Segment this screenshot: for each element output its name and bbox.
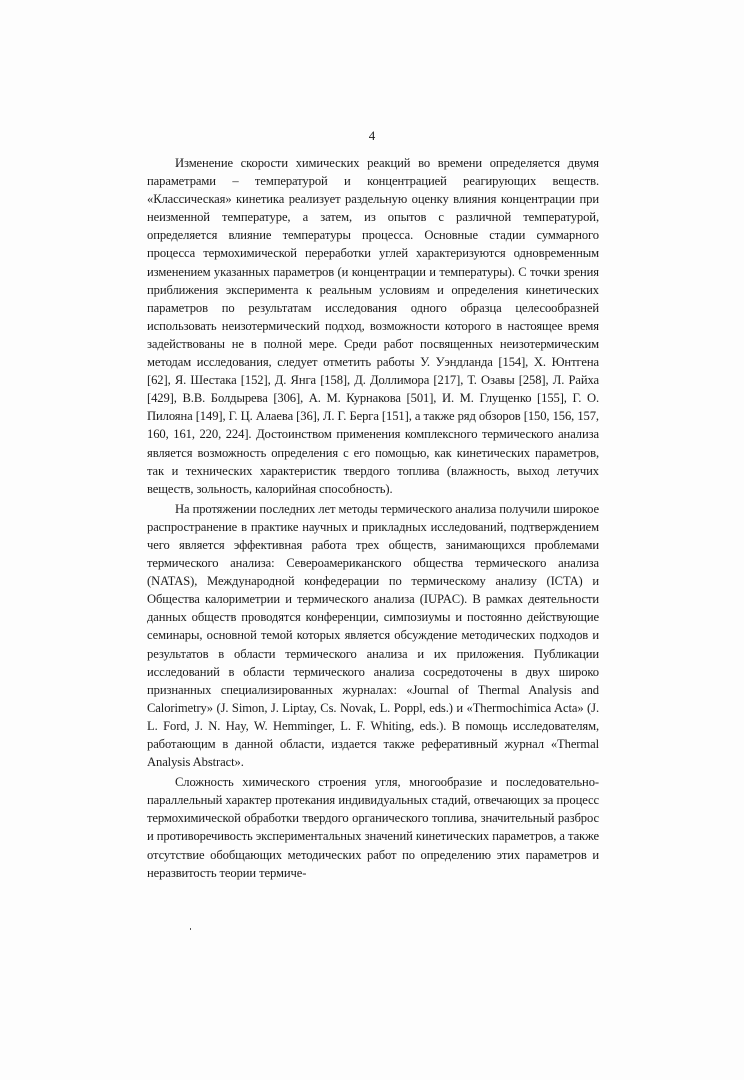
paragraph-thermal-analysis-societies: На протяжении последних лет методы термического анализа получили широкое распространение в практике научных и прикладных исследований, подтверждением чего является эффективная работа трех обществ, занимающихся проблемами термического анализа: Североамериканского общества термического анализа (NATAS), Международной конфедерации по термическому анализу (ICTA) и Общества калориметрии и термического анализа (IUPAC). В рамках деятельности данных обществ проводятся конференции, симпозиумы и постоянно действующие семинары, основной темой которых является обсуждение методических подходов и результатов в области термического анализа и их приложения. Публикации исследований в области термического анализа сосредоточены в двух широко признанных специализированных журналах: «Journal of Thermal Analysis and Calorimetry» (J. Simon, J. Liptay, Cs. Novak, L. Poppl, eds.) и «Thermochimica Acta» (J. L. Ford, J. N. Hay, W. Hemminger, L. F. Whiting, eds.). В помощь исследователям, работающим в данной области, издается также реферативный журнал «Thermal Analysis Abstract». — [147, 501, 599, 770]
body-text — [147, 154, 599, 882]
paragraph-coal-complexity: Сложность химического строения угля, многообразие и последовательно-параллельный характер протекания индивидуальных стадий, отвечающих за процесс термохимической обработки твердого органического топлива, значительный разброс и противоречивость экспериментальных значений кинетических параметров, а также отсутствие обобщающих методических работ по определению этих параметров и неразвитость теории термиче- — [147, 775, 599, 880]
page-number: 4 — [368, 128, 376, 143]
scan-speck — [190, 928, 191, 930]
paragraph-kinetics-intro: Изменение скорости химических реакций во времени определяется двумя параметрами – температурой и концентрацией реагирующих веществ. «Классическая» кинетика реализует раздельную оценку влияния концентрации при неизменной температуре, а затем, из опытов с различной температурой, определяется влияние температуры процесса. Основные стадии суммарного процесса термохимической переработки углей характеризуются одновременным изменением указанных параметров (и концентрации и температуры). С точки зрения приближения эксперимента к реальным условиям и определения кинетических параметров по результатам исследования одного образца целесообразней использовать неизотермический подход, возможности которого в настоящее время задействованы не в полной мере. Среди работ посвященных неизотермическим методам исследования, следует отметить работы У. Уэндланда [154], Х. Юнтгена [62], Я. Шестака [152], Д. Янга [158], Д. Доллимора [217], Т. Озавы [258], Л. Райха [429], В.В. Болдырева [306], А. М. Курнакова [501], И. М. Глущенко [155], Г. О. Пилояна [149], Г. Ц. Алаева [36], Л. Г. Берга [151], а также ряд обзоров [150, 156, 157, 160, 161, 220, 224]. Достоинством применения комплексного термического анализа является возможность определения с его помощью, как кинетических параметров, так и технических характеристик твердого топлива (влажность, выход летучих веществ, зольность, калорийная способность). — [147, 156, 599, 496]
